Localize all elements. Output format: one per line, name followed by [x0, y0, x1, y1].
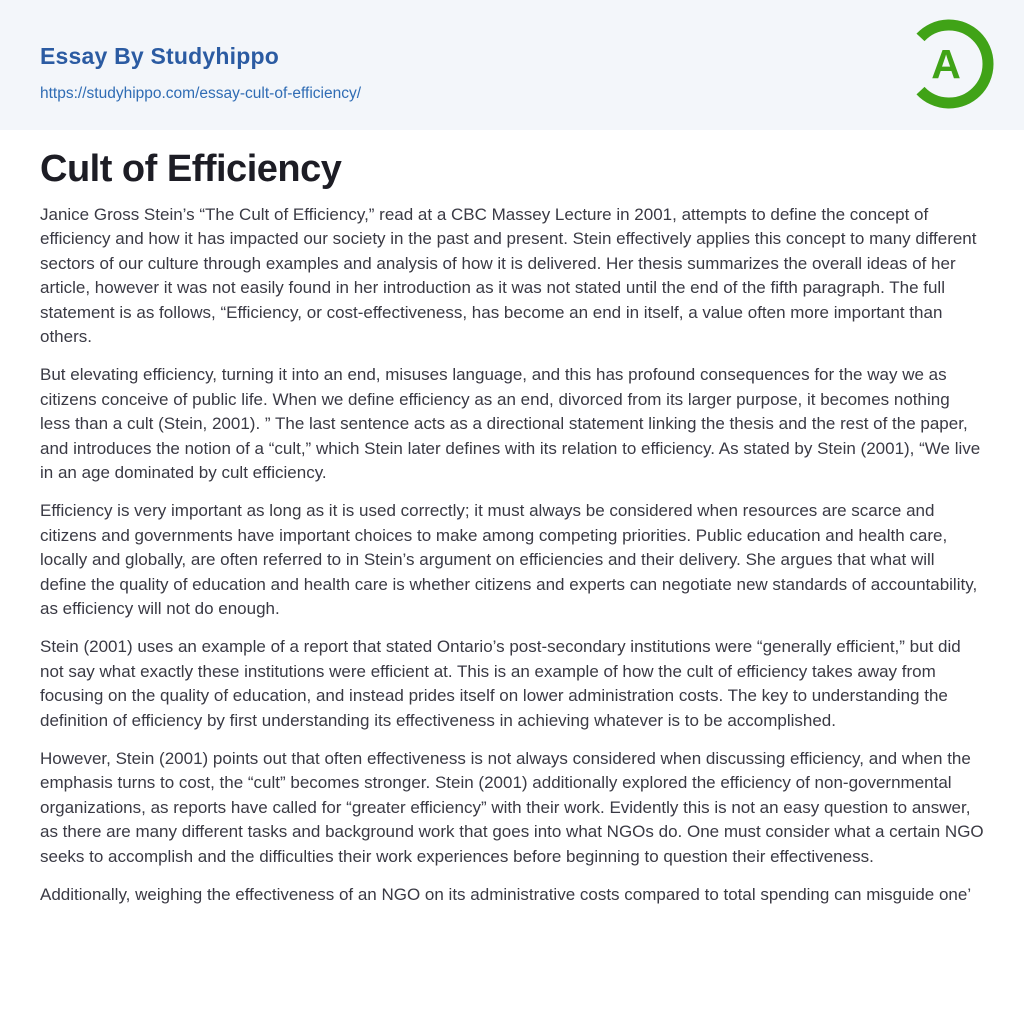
essay-paragraph-1: Janice Gross Stein’s “The Cult of Efficiency,” read at a CBC Massey Lecture in 2001, attempts to define the concept of efficiency and how it has impacted our society in the past and present. Stein effectively applies this concept to many different sectors of our culture through examples and analysis of how it is delivered. Her thesis summarizes the overall ideas of her article, however it was not easily found in her introduction as it was not stated until the end of the fifth paragraph. The full statement is as follows, “Efficiency, or cost-effectiveness, has become an end in itself, a value often more important than others.: [40, 204, 977, 347]
studyhippo-logo-icon: [902, 14, 996, 116]
header-site-title: Essay By Studyhippo: [40, 43, 279, 69]
essay-paragraph-5: However, Stein (2001) points out that often effectiveness is not always considered when discussing efficiency, and when the emphasis turns to cost, the “cult” becomes stronger. Stein (2001) additionally explored the efficiency of non-governmental organizations, as reports have called for “greater efficiency” with their work. Evidently this is not an easy question to answer, as there are many different tasks and background work that goes into what NGOs do. One must consider what a certain NGO seeks to accomplish and the difficulties their work experiences before beginning to question their effectiveness.: [40, 748, 984, 866]
page-header: [0, 0, 1024, 130]
header-text-block: [40, 27, 361, 103]
essay-paragraph-3: Efficiency is very important as long as it is used correctly; it must always be considered when resources are scarce and citizens and governments have important choices to make among competing priorities. Public education and health care, locally and globally, are often referred to in Stein’s argument on efficiencies and their delivery. She argues that what will define the quality of education and health care is whether citizens and experts can negotiate new standards of accountability, as efficiency will not do enough.: [40, 501, 978, 619]
essay-paragraph-4: Stein (2001) uses an example of a report that stated Ontario’s post-secondary institutions were “generally efficient,” but did not say what exactly these institutions were efficient at. This is an example of how the cult of efficiency takes away from focusing on the quality of education, and instead prides itself on lower administration costs. The key to understanding the definition of efficiency by first understanding its effectiveness in achieving whatever is to be accomplished.: [40, 637, 961, 730]
essay-document: [0, 130, 1024, 907]
logo-letter: A: [931, 41, 961, 87]
essay-title: Cult of Efficiency: [40, 148, 342, 190]
source-url-link[interactable]: https://studyhippo.com/essay-cult-of-efficiency/: [40, 85, 362, 102]
essay-paragraph-2: But elevating efficiency, turning it into an end, misuses language, and this has profound consequences for the way we as citizens conceive of public life. When we define efficiency as an end, divorced from its larger purpose, it becomes nothing less than a cult (Stein, 2001). ” The last sentence acts as a directional statement linking the thesis and the rest of the paper, and introduces the notion of a “cult,” which Stein later defines with its relation to efficiency. As stated by Stein (2001), “We live in an age dominated by cult efficiency.: [40, 365, 981, 483]
essay-paragraph-6: Additionally, weighing the effectiveness of an NGO on its administrative costs compared to total spending can misguide one’: [40, 884, 972, 904]
